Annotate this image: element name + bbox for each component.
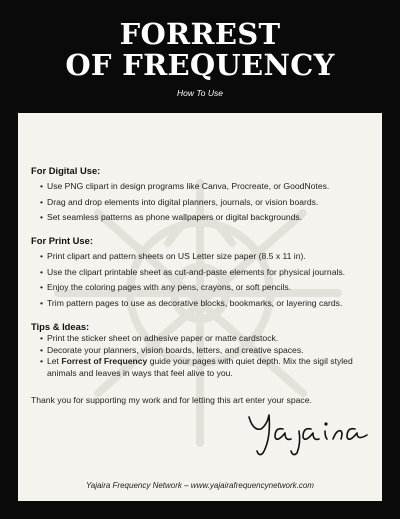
title-line-2: OF FREQUENCY — [65, 48, 335, 82]
tips-list — [40, 333, 375, 379]
product-name: Forrest of Frequency — [61, 356, 148, 366]
digital-section-title: For Digital Use: — [31, 165, 101, 176]
digital-list — [40, 179, 375, 226]
list-item: • Print the sticker sheet on adhesive paper or matte cardstock. — [40, 333, 375, 345]
signature — [243, 409, 373, 459]
instructions-card — [18, 113, 382, 501]
list-item — [40, 356, 375, 379]
subtitle: How To Use — [177, 88, 223, 98]
title-line-1: FORREST — [119, 17, 281, 51]
list-item: • Trim pattern pages to use as decorative blocks, bookmarks, or layering cards. — [40, 296, 375, 312]
tips-last-prefix: Let — [47, 356, 62, 366]
header — [0, 0, 400, 113]
thank-you-text: Thank you for supporting my work and for letting this art enter your space. — [31, 395, 312, 405]
list-item: • Enjoy the coloring pages with any pens, crayons, or soft pencils. — [40, 280, 375, 296]
tips-section-title: Tips & Ideas: — [31, 321, 90, 332]
list-item: • Use PNG clipart in design programs like Canva, Procreate, or GoodNotes. — [40, 179, 375, 195]
list-item: • Print clipart and pattern sheets on US Letter size paper (8.5 x 11 in). — [40, 249, 375, 265]
list-item: • Set seamless patterns as phone wallpapers or digital backgrounds. — [40, 210, 375, 226]
footer-text: Yajaira Frequency Network – www.yajairafrequencynetwork.com — [86, 481, 314, 490]
list-item: • Use the clipart printable sheet as cut-and-paste elements for physical journals. — [40, 265, 375, 281]
tips-last-suffix: guide your pages with quiet depth. Mix the sigil styled animals and leaves in ways that feel alive to you. — [47, 356, 353, 378]
print-section-title: For Print Use: — [31, 235, 93, 246]
print-list — [40, 249, 375, 311]
list-item: • Decorate your planners, vision boards, letters, and creative spaces. — [40, 345, 375, 357]
list-item: • Drag and drop elements into digital planners, journals, or vision boards. — [40, 195, 375, 211]
